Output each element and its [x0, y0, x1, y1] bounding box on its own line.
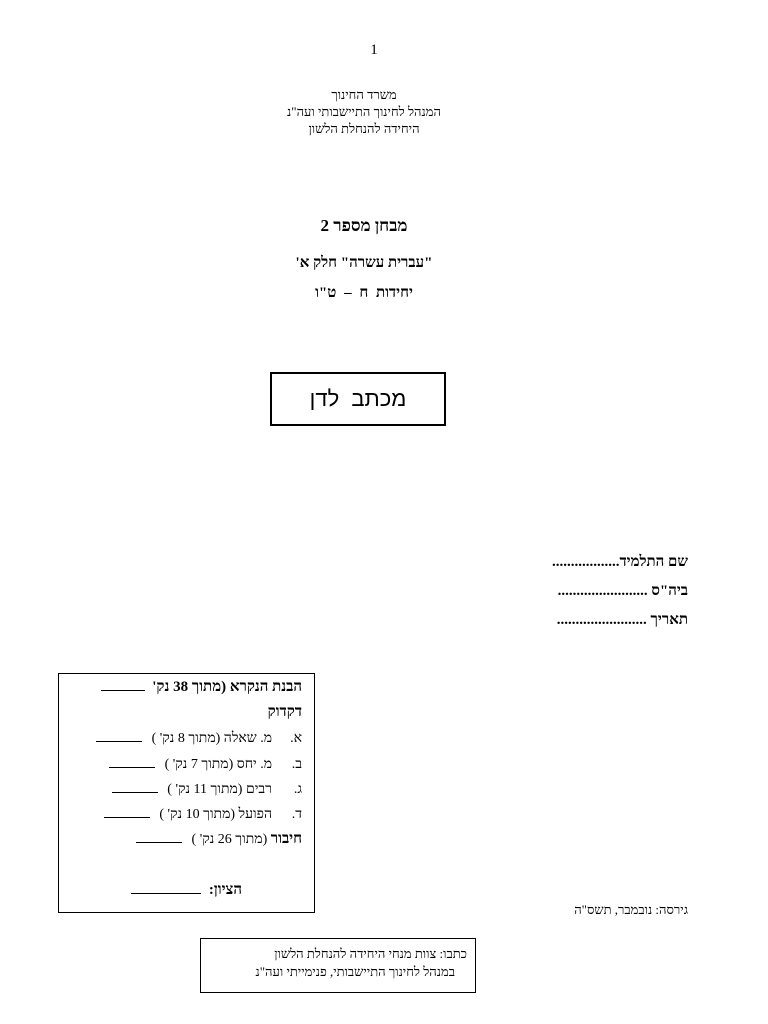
grammar-item [109, 755, 302, 773]
grammar-heading: דקדוק [267, 704, 302, 720]
ministry-header [0, 86, 728, 137]
item-label: רבים (מתוך 11 נק' ) [167, 782, 272, 797]
reading-comprehension-row [101, 678, 302, 696]
grammar-item [96, 729, 302, 747]
item-score-blank [109, 755, 155, 768]
composition-label: חיבור [270, 831, 302, 847]
final-score-label: הציון: [208, 882, 242, 898]
grammar-item [112, 780, 302, 798]
reading-comprehension-label: הבנת הנקרא (מתוך 38 נק' [152, 679, 302, 695]
item-score-blank [112, 780, 158, 793]
item-label: הפועל (מתוך 10 נק' ) [159, 807, 272, 822]
grade-box [58, 673, 315, 913]
composition-detail: (מתוך 26 נק' ) [191, 832, 268, 847]
grammar-item [104, 805, 302, 823]
page-number: 1 [370, 42, 378, 58]
exam-units: יחידות ח – ט"ו [315, 285, 413, 301]
item-letter: ג. [293, 782, 302, 797]
item-label: מ. שאלה (מתוך 8 נק' ) [151, 731, 272, 746]
item-letter: ב. [291, 757, 302, 772]
credits-line-authors: כתבו: צוות מנחי היחידה להנחלת הלשון [274, 946, 467, 961]
final-score-blank [131, 881, 201, 894]
date-field: תאריך ........................ [556, 612, 688, 628]
composition-score-blank [136, 830, 182, 843]
school-field: ביה"ס ........................ [557, 583, 688, 599]
credits-box [200, 938, 476, 993]
student-fields [552, 548, 688, 635]
letter-title-box: מכתב לדן [270, 372, 446, 426]
version-note: גירסה: נובמבר, תשס"ה [574, 902, 688, 917]
exam-title: מבחן מספר 2 [320, 216, 408, 235]
item-score-blank [96, 729, 142, 742]
final-score-row [131, 881, 242, 899]
credits-line-administration: במנהל לחינוך התיישבותי, פנימייתי ועה"נ [255, 964, 455, 979]
administration-name: המנהל לחינוך התיישבותי ועה"נ [287, 104, 441, 119]
item-label: מ. יחס (מתוך 7 נק' ) [164, 757, 272, 772]
unit-name: היחידה להנחלת הלשון [308, 121, 420, 136]
exam-book: "עברית עשרה" חלק א' [295, 255, 433, 271]
item-letter: ד. [291, 807, 302, 822]
composition-row [136, 830, 302, 848]
item-score-blank [104, 805, 150, 818]
item-letter: א. [290, 731, 302, 746]
student-name-field: שם התלמיד.................. [551, 554, 688, 570]
ministry-name: משרד החינוך [331, 87, 397, 102]
reading-score-blank [101, 678, 145, 691]
